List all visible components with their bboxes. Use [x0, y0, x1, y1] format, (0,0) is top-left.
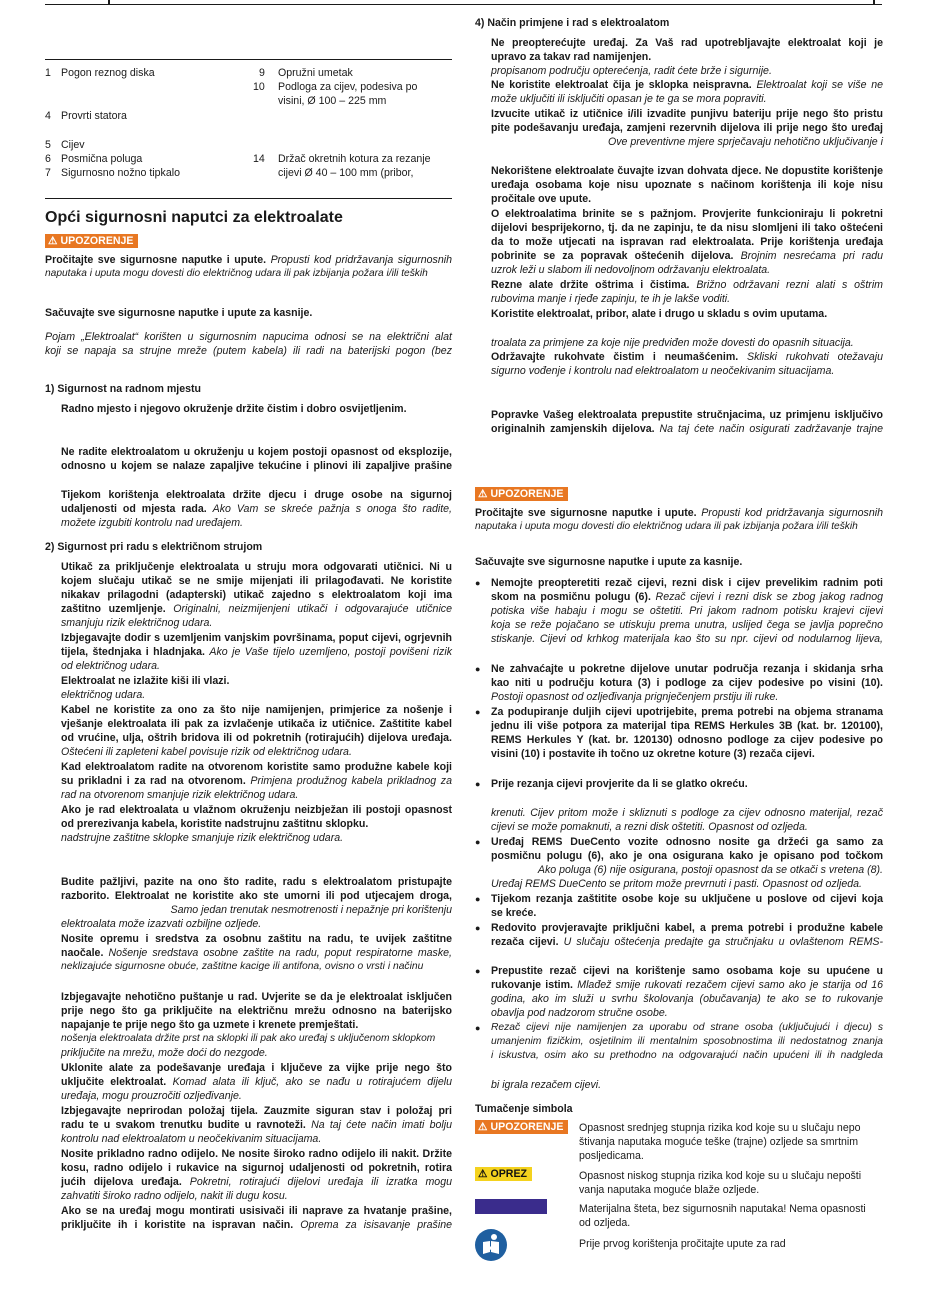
notice-badge [475, 1199, 547, 1214]
safety-rule-italic: nošenja elektroalata držite prst na sklopki ili pak ako uređaj s uključenom sklopkom [61, 1033, 436, 1044]
symbol-description: od ozljeda. [579, 1217, 631, 1229]
safety-rule-italic: Komad alata ili ključ, ako se nađu u rotirajućem dijelu [172, 1076, 452, 1088]
subsection-title: 4) Način primjene i rad s elektroalatom [475, 17, 670, 29]
keep-instructions: Sačuvajte sve sigurnosne naputke i upute za kasnije. [475, 556, 743, 568]
bullet-item: jednu ili više potpora za materijal tipa REMS Herkules 3B (kat. br. 120100), [491, 720, 883, 732]
bullet-item: se kreće. [491, 907, 537, 919]
safety-rule-italic: Primjena produžnog kabela prikladnog za [250, 775, 452, 787]
parts-rule-top [45, 59, 452, 60]
symbol-description: Opasnost srednjeg stupnja rizika kod koje su u slučaju nepo [579, 1122, 861, 1134]
safety-rule-italic: zahvatiti široko radno odijelo, nakit ili dugu kosu. [61, 1190, 288, 1202]
safety-rule-italic: Oprema za isisavanje prašine [300, 1219, 452, 1231]
safety-rule: Koristite elektroalat, pribor, alate i drugo u skladu s ovim uputama. [491, 308, 828, 320]
top-tick [108, 0, 110, 5]
safety-rule-italic: Nošenje sredstava osobne zaštite na radu, poput respiratorne maske, [108, 947, 452, 959]
safety-rule-italic: Na taj ćete način osigurati zadržavanje trajne [659, 423, 883, 435]
safety-rule: dijelovi besprijekorno, tj. da ne zapinju, te da nisu slomljeni ili tako oštećeni [491, 222, 883, 234]
safety-rule-italic: troalata za primjene za koje nije predviđen može dovesti do opasnih situacija. [491, 337, 854, 349]
safety-rule-italic: smanjuju rizik električnog udara. [61, 617, 213, 629]
part-number: 7 [45, 167, 51, 179]
bullet-item: REMS Herkules Y (kat. br. 120130) odnosno podloge za cijev podesive po [491, 734, 883, 746]
instruction-italic: Propusti kod pridržavanja sigurnosnih [270, 254, 452, 266]
safety-rule-bold: naočale. [61, 947, 104, 959]
safety-rule-italic: može uključiti ili isključiti opasan je te ga se mora popraviti. [491, 93, 767, 105]
bullet-italic: stiskanje. Cijevi od krhkog materijala kao što su npr. cijevi od nodularnog lijeva, [491, 633, 883, 645]
part-label: visini, Ø 100 – 225 mm [278, 95, 387, 107]
safety-rule-bold: Rezne alate držite oštrima i čistima. [491, 279, 690, 291]
warning-triangle-icon: ⚠ [478, 488, 488, 500]
safety-rule-bold: originalnih zamjenskih dijelova. [491, 423, 655, 435]
safety-rule-bold: udaljenosti od mjesta rada. [61, 503, 207, 515]
safety-rule: Ne radite elektroalatom u okruženju u kojem postoji opasnost od eksplozije, [61, 446, 452, 458]
safety-rule-italic: Brojnim nesrećama pri radu [740, 250, 884, 262]
safety-rule: uređaja osobama koje nisu upoznate s načinom korištenja ili koje nisu [491, 179, 883, 191]
safety-rule-italic: Ako je Vaše tijelo uzemljeno, postoji povišeni rizik [209, 646, 452, 658]
bullet-italic: krenuti. Cijev pritom može i skliznuti s podloge za cijev odnosno materijal, rezač [491, 807, 883, 819]
safety-rule-bold: tijela, štednjaka i hladnjaka. [61, 646, 205, 658]
safety-rule: kojem slučaju utikač se ne smije mijenjati ili prilagođavati. Ne koristite [61, 575, 452, 587]
safety-rule: napajanje te prije nego što ga uzmete i krenete premještati. [61, 1019, 359, 1031]
caution-label: OPREZ [490, 1168, 527, 1180]
bullet-item: ● Za podupiranje duljih cijevi upotrijebite, prema potrebi na objema stranama [475, 705, 883, 719]
bullet-bold: skom na posmičnu polugu (6). [491, 591, 651, 603]
safety-rule: razborito. Elektroalat ne koristite ako ste umorni ili pod utjecajem droga, [61, 890, 452, 902]
safety-rule-italic: možete izgubiti kontrolu nad uređajem. [61, 517, 243, 529]
safety-rule-italic: Originalni, neizmijenjeni utikači i odgovarajuće utičnice [173, 603, 452, 615]
warning-triangle-icon: ⚠ [48, 235, 58, 247]
safety-rule: prije nego što ga priključite na električnu mrežu odnosno na baterijsko [61, 1005, 452, 1017]
subsection-title: 2) Sigurnost pri radu s električnom strujom [45, 541, 263, 553]
safety-rule-bold: Ne koristite elektroalat čija je sklopka neispravna. [491, 79, 752, 91]
safety-rule-italic: propisanom području opterećenja, radit ćete brže i sigurnije. [491, 65, 772, 77]
warning-badge [45, 234, 138, 248]
bullet-item: visini (10) i postavite ih točno uz okretne koture (3) rezača cijevi. [491, 748, 815, 760]
safety-rule: O elektroalatima brinite se s pažnjom. Provjerite funkcioniraju li pokretni [491, 208, 883, 220]
safety-rule-bold: jućih dijelova uređaja. [61, 1176, 182, 1188]
safety-rule: Uklonite alate za podešavanje uređaja i ključeve za vijke prije nego što [61, 1062, 452, 1074]
safety-rule-bold: zaštitno uzemljenje. [61, 603, 166, 615]
read-manual-icon [475, 1229, 507, 1261]
warning-label: UPOZORENJE [490, 1121, 564, 1133]
bullet-italic: godina, ako im služi u svrhu školovanja (obučavanja) te ako se to rukovanje [491, 993, 883, 1005]
instruction-italic: naputaka i uputa mogu dovesti dio električnog udara ili pak izbijanja požara i/ili teških [475, 521, 858, 532]
safety-rule: Tijekom korištenja elektroalata držite djecu i druge osobe na sigurnoj [61, 489, 452, 501]
safety-rule-bold: su prikladni i za rad na otvorenom. [61, 775, 246, 787]
bullet-item: ● Prepustite rezač cijevi na korištenje samo osobama koje su upućene u [475, 964, 883, 978]
part-number: 4 [45, 110, 51, 122]
keep-instructions: Sačuvajte sve sigurnosne naputke i upute za kasnije. [45, 307, 313, 319]
safety-rule: kosu, radno odijelo i rukavice na sigurnoj udaljenosti od pokretnih, rotira [61, 1162, 452, 1174]
safety-rule-italic: električnog udara. [61, 689, 146, 701]
safety-rule-italic: od električnog udara. [61, 660, 160, 672]
safety-rule-bold: Održavajte rukohvate čistim i neumašćenim. [491, 351, 739, 363]
caution-badge [475, 1167, 532, 1181]
part-label: cijevi Ø 40 – 100 mm (pribor, [278, 167, 414, 179]
safety-rule-bold: pobrinite se za popravak oštećenih dijelova. [491, 250, 734, 262]
bullet-item: ● Ne zahvaćajte u pokretne dijelove unutar područja rezanja i skidanja srha [475, 662, 883, 676]
bullet-italic: i iskustva, osim ako su prethodno na odgovarajući način upućeni ili ih nadgleda [491, 1050, 883, 1061]
warning-badge [475, 1120, 568, 1134]
part-label: Provrti statora [61, 110, 127, 122]
safety-rule: Kad elektroalatom radite na otvorenom koristite samo produžne kabele koji [61, 761, 452, 773]
part-label: Držač okretnih kotura za rezanje [278, 153, 431, 165]
bullet-item: ● Uređaj REMS DueCento vozite odnosno nosite ga držeći ga samo za [475, 835, 883, 849]
part-number: 9 [259, 67, 265, 79]
safety-rule: vješanje elektroalata ili pak za izvlačenje utikača iz utičnice. Zaštitite kabel [61, 718, 452, 730]
safety-rule-italic: nadstrujne zaštitne sklopke smanjuje rizik električnog udara. [61, 832, 344, 844]
safety-rule-italic: Oštećeni ili zapleteni kabel povisuje rizik od električnog udara. [61, 746, 352, 758]
bullet-italic: obavlja pod nadzorom stručne osobe. [491, 1007, 668, 1019]
part-number: 5 [45, 139, 51, 151]
safety-rule: Ne preopterećujte uređaj. Za Vaš rad upotrebljavajte elektroalat koji je [491, 37, 883, 49]
bullet-item: ● Redovito provjeravajte priključni kabel, a prema potrebi i produžne kabele [475, 921, 883, 935]
safety-rule-italic: Samo jedan trenutak nesmotrenosti i nepažnje pri korištenju [170, 904, 452, 916]
symbol-description: štivanja naputaka moguće teške (trajne) ozljede sa smrtnim [579, 1136, 859, 1148]
part-number: 10 [253, 81, 265, 93]
top-rule [45, 4, 882, 5]
part-label: Posmična poluga [61, 153, 143, 165]
safety-rule-italic: Ako Vam se skreće pažnja s onoga što radite, [212, 503, 453, 515]
safety-rule: Elektroalat ne izlažite kiši ili vlazi. [61, 675, 230, 687]
bullet-item: kao niti u području kotura (3) i podloge za cijev podesive po visini (10). [491, 677, 883, 689]
instruction-bold: Pročitajte sve sigurnosne naputke i upute. [45, 254, 267, 266]
safety-rule: Izbjegavajte dodir s uzemljenim vanjskim površinama, poput cijevi, ogrjevnih [61, 632, 452, 644]
safety-rule-italic: elektroalata može izazvati ozbiljne ozljede. [61, 918, 262, 930]
safety-rule: nikakav prilagodni (adapterski) utikač zajedno s elektroalatom koji ima [61, 589, 452, 601]
top-tick [873, 0, 875, 5]
safety-rule: Kabel ne koristite za ono za što nije namijenjen, primjerice za nošenje i [61, 704, 452, 716]
safety-rule: pročitale ove upute. [491, 193, 592, 205]
part-label: Cijev [61, 139, 85, 151]
bullet-item: ● Rezač cijevi nije namijenjen za uporabu od strane osoba (uključujući i djecu) s [475, 1021, 883, 1035]
safety-rule: Ako se na uređaj mogu montirati usisivači ili naprave za hvatanje prašine, [61, 1205, 452, 1217]
warning-label: UPOZORENJE [60, 235, 134, 247]
safety-rule-italic: Brižno održavani rezni alati s oštrim [696, 279, 883, 291]
bullet-italic: bi igrala rezačem cijevi. [491, 1079, 602, 1091]
term-definition: koji se napaja sa strujne mreže (putem kabela) ili radi na baterijski pogon (bez [45, 345, 452, 357]
safety-rule: od vrućine, ulja, oštrih bridova ili od pokretnih (rotirajućih) dijelova uređaja. [61, 732, 452, 744]
warning-triangle-icon: ⚠ [478, 1121, 488, 1133]
warning-badge [475, 487, 568, 501]
safety-rule-bold: priključite ih i koristite na ispravan način. [61, 1219, 294, 1231]
bullet-bold: rezača cijevi. [491, 936, 559, 948]
warning-triangle-icon: ⚠ [478, 1168, 488, 1180]
part-label: Sigurnosno nožno tipkalo [61, 167, 180, 179]
safety-rule: Nosite opremu i sredstva za osobnu zaštitu na radu, te uvijek zaštitne [61, 933, 452, 945]
instruction-italic: naputaka i uputa mogu dovesti dio električnog udara ili pak izbijanja požara i/ili teških [45, 268, 428, 279]
safety-rule: da to može utjecati na ispravan rad elektroalata. Prije korištenja uređaja [491, 236, 883, 248]
safety-rule: odnosno u kojem se nalaze zapaljive tekućine i plinovi ili zapaljive prašine [61, 460, 452, 472]
safety-rule-italic: priključite na mrežu, može doći do nezgode. [61, 1047, 268, 1059]
safety-rule-italic: Elektroalat koji se više ne [756, 79, 883, 91]
safety-rule-italic: Na taj ćete način imati bolju [311, 1119, 452, 1131]
bullet-italic: cijevi se može pomaknuti, a rezni disk oštetiti. Opasnost od ozljeda. [491, 821, 808, 833]
warning-label: UPOZORENJE [490, 488, 564, 500]
safety-rule-italic: Skliski rukohvati otežavaju [747, 351, 883, 363]
bullet-italic: Postoji opasnost od ozljeđivanja prignječenjem prstiju ili ruke. [491, 691, 779, 703]
safety-rule-italic: neklizajuće sigurnosne obuće, zaštitne kacige ili antifona, ovisno o vrsti i načinu [61, 961, 424, 972]
safety-rule: Ako je rad elektroalata u vlažnom okruženju neizbježan ili postoji opasnost [61, 804, 452, 816]
bullet-italic: umanjenim fizičkim, osjetilnim ili mentalnim sposobnostima ili nedostatnog znanja [491, 1036, 883, 1047]
bullet-item: ● Prije rezanja cijevi provjerite da li se glatko okreću. [475, 777, 883, 791]
safety-rule: Nekorištene elektroalate čuvajte izvan dohvata djece. Ne dopustite korištenje [491, 165, 883, 177]
bullet-italic: Rezač cijevi i rezni disk se zbog jakog radnog [655, 591, 883, 603]
safety-rule: Budite pažljivi, pazite na ono što radite, radu s elektroalatom pristupajte [61, 876, 452, 888]
safety-rule-bold: radu te u svakom trenutku budite u ravnoteži. [61, 1119, 306, 1131]
symbol-description: posljedicama. [579, 1150, 644, 1162]
safety-rule-italic: uzrok leži u slabom ili nedovoljnom održavanju elektroalata. [491, 264, 771, 276]
safety-rule-italic: rubovima manje i rjeđe zapinju, te ih je lakše voditi. [491, 293, 731, 305]
part-number: 14 [253, 153, 265, 165]
symbol-description: Materijalna šteta, bez sigurnosnih naputaka! Nema opasnosti [579, 1203, 866, 1215]
symbol-description: Prije prvog korištenja pročitajte upute za rad [579, 1238, 786, 1250]
parts-rule-bottom [45, 198, 452, 199]
safety-rule-italic: Pokretni, rotirajući dijelovi uređaja ili izratka mogu [189, 1176, 452, 1188]
bullet-item: posmičnu polugu (6), ako je ona osigurana kako je opisano pod točkom [491, 850, 883, 862]
bullet-bold: rukovanje istim. [491, 979, 573, 991]
instruction-italic: Propusti kod pridržavanja sigurnosnih [701, 507, 883, 519]
instruction-bold: Pročitajte sve sigurnosne naputke i upute. [475, 507, 697, 519]
bullet-italic: Ako poluga (6) nije osigurana, postoji opasnost da se otkači s vretena (8). [537, 864, 883, 876]
symbol-description: Opasnost niskog stupnja rizika kod koje su u slučaju nepošti [579, 1170, 862, 1182]
safety-rule: Izbjegavajte nehotično puštanje u rad. Uvjerite se da je elektroalat isključen [61, 991, 452, 1003]
safety-rule-italic: Ove preventivne mjere sprječavaju nehotično uključivanje i [608, 136, 883, 148]
safety-rule: Izvucite utikač iz utičnice i/ili izvadite punjivu bateriju prije nego što pristu [491, 108, 883, 120]
part-number: 6 [45, 153, 51, 165]
safety-rule: Popravke Vašeg elektroalata prepustite stručnjacima, uz primjenu isključivo [491, 409, 883, 421]
safety-rule: Izbjegavajte neprirodan položaj tijela. Zauzmite siguran stav i položaj pri [61, 1105, 452, 1117]
term-definition: Pojam „Elektroalat“ korišten u sigurnosnim napucima odnosi se na električni alat [45, 331, 452, 343]
safety-rule-italic: kontrolu nad elektroalatom u neočekivanim situacijama. [61, 1133, 322, 1145]
safety-rule: Utikač za priključenje elektroalata u struju mora odgovarati utičnici. Ni u [61, 561, 452, 573]
safety-rule-italic: uređaja, mogu prouzročiti ozljeđivanje. [61, 1090, 242, 1102]
bullet-italic: U slučaju oštećenja predajte ga stručnjaku u ovlaštenom REMS- [563, 936, 883, 948]
safety-rule-italic: sigurno vođenje i kontrolu nad elektroalatom u neočekivanim situacijama. [491, 365, 835, 377]
safety-rule: od prerezivanja kabela, koristite nadstrujnu zaštitnu sklopku. [61, 818, 369, 830]
part-label: Opružni umetak [278, 67, 353, 79]
subsection-title: 1) Sigurnost na radnom mjestu [45, 383, 201, 395]
safety-rule-bold: uključite elektroalat. [61, 1076, 167, 1088]
safety-rule: Radno mjesto i njegovo okruženje držite čistim i dobro osvijetljenim. [61, 403, 407, 415]
bullet-italic: potiska više habaju i mogu se oštetiti. Pri jakom radnom potisku krajevi cijevi [491, 605, 883, 617]
symbols-title: Tumačenje simbola [475, 1103, 573, 1115]
section-title: Opći sigurnosni naputci za elektroalate [45, 209, 343, 226]
safety-rule-italic: rad na otvorenom smanjuje rizik električnog udara. [61, 789, 299, 801]
bullet-item: ● Nemojte preopteretiti rezač cijevi, rezni disk i cijev prevelikim radnim poti [475, 576, 883, 590]
bullet-item: ● Tijekom rezanja zaštitite osobe koje su uključene u poslove od cijevi koja [475, 892, 883, 906]
bullet-italic: Uređaj REMS DueCento se pritom može prevrnuti i pasti. Opasnost od ozljeda. [491, 878, 862, 890]
bullet-italic: koja se reže pojačano se utiskuju prema unutra, uslijed čega se javlja poprečno [491, 619, 883, 631]
safety-rule: upravo za takav rad namijenjen. [491, 51, 652, 63]
safety-rule: Nosite prikladno radno odijelo. Ne nosite široko radno odijelo ili nakit. Držite [61, 1148, 452, 1160]
part-number: 1 [45, 67, 51, 79]
safety-rule: pite podešavanju uređaja, zamjeni rezervnih dijelova ili prije nego što uređaj [491, 122, 883, 134]
symbol-description: vanja naputaka moguće blaže ozljede. [579, 1184, 760, 1196]
bullet-italic: Mlađež smije rukovati rezačem cijevi samo ako je starija od 16 [577, 979, 883, 991]
part-label: Podloga za cijev, podesiva po [278, 81, 418, 93]
part-label: Pogon reznog diska [61, 67, 155, 79]
